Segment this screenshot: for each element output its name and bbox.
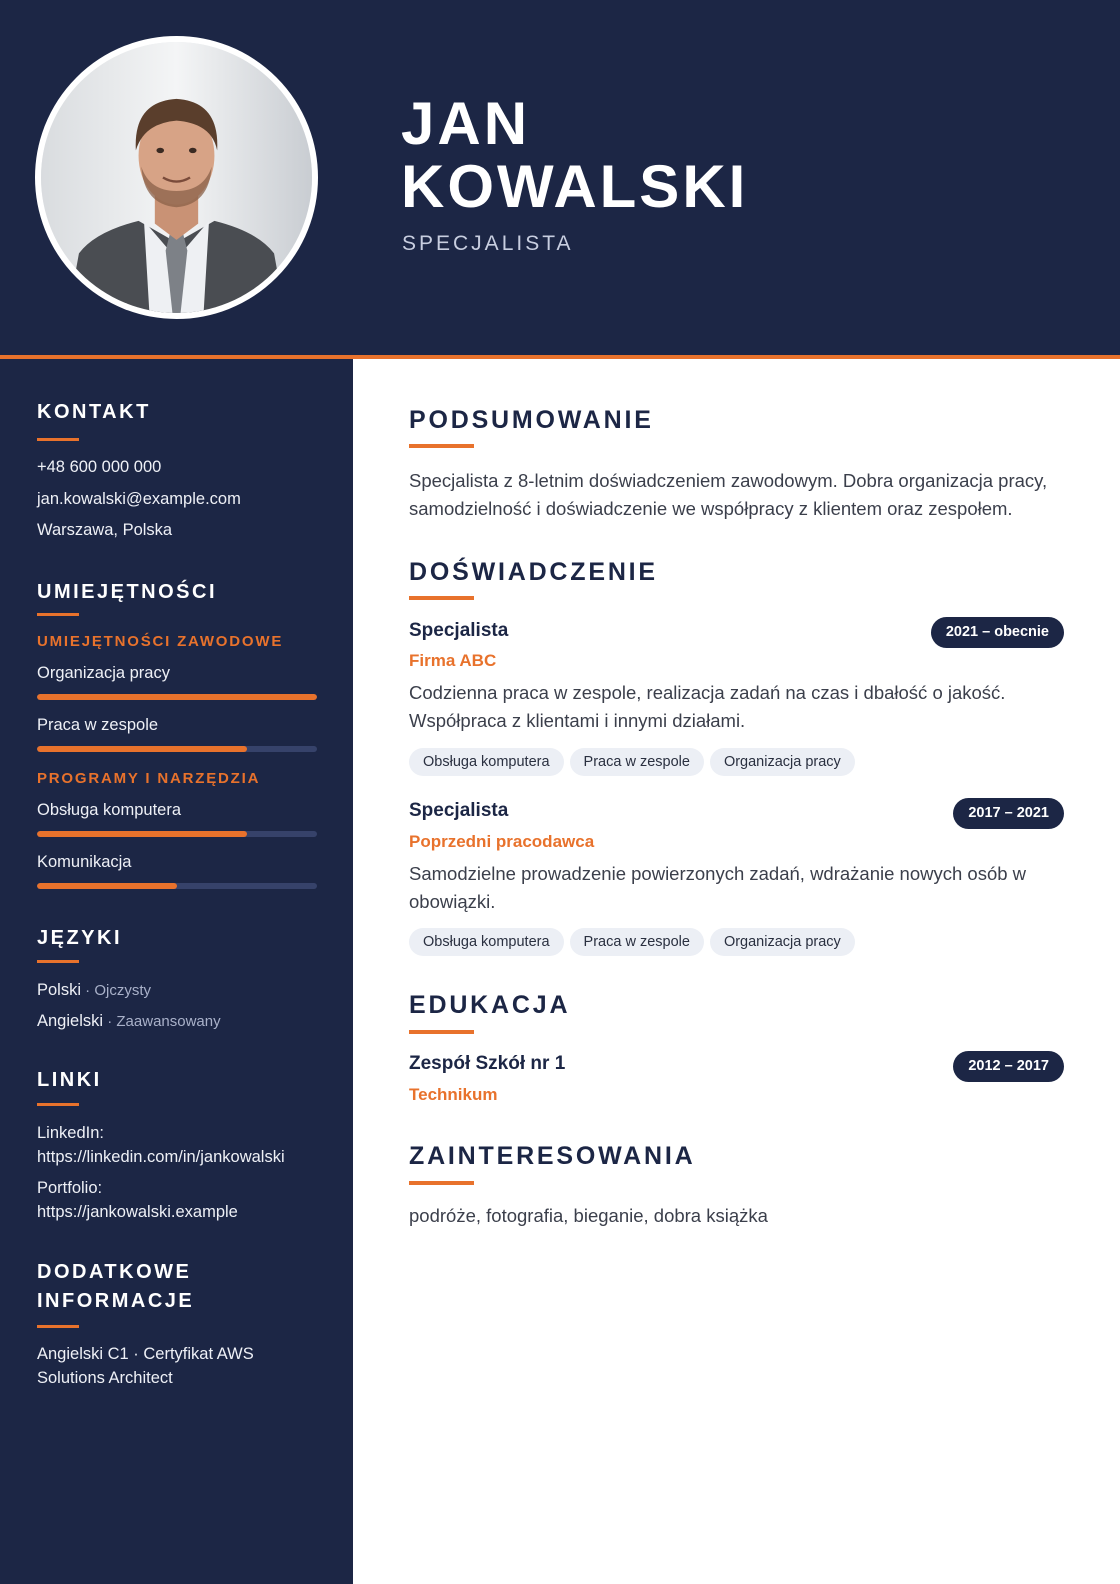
job-date-badge: 2017 – 2021 <box>953 798 1064 829</box>
interests-heading: ZAINTERESOWANIA <box>409 1142 696 1170</box>
language-level: Ojczysty <box>94 982 152 999</box>
linkedin-link[interactable]: https://linkedin.com/in/jankowalski <box>37 1148 285 1166</box>
education-heading-underline <box>409 1030 474 1034</box>
summary-line: samodzielność i doświadczenie we współpracy z klientem oraz zespołem. <box>409 498 1013 519</box>
job-title: Specjalista <box>409 620 509 641</box>
skills-group-title: UMIEJĘTNOŚCI ZAWODOWE <box>37 633 284 650</box>
additional-info-line: Solutions Architect <box>37 1369 173 1387</box>
skills-group-title: PROGRAMY I NARZĘDZIA <box>37 770 261 787</box>
link-label: Portfolio: <box>37 1179 103 1197</box>
interests-heading-underline <box>409 1181 474 1185</box>
education-date-badge: 2012 – 2017 <box>953 1051 1064 1082</box>
skill-bar-fill <box>37 746 247 752</box>
languages-heading-underline <box>37 960 79 963</box>
skill-bar-fill <box>37 831 247 837</box>
skills-heading-underline <box>37 613 79 616</box>
contact-phone[interactable]: +48 600 000 000 <box>37 458 162 476</box>
contact-heading-underline <box>37 438 79 441</box>
job-company: Firma ABC <box>409 651 497 670</box>
skill-tag: Praca w zespole <box>570 928 704 956</box>
job-description-line: obowiązki. <box>409 891 496 912</box>
skill-tag: Organizacja pracy <box>710 748 855 776</box>
contact-location: Warszawa, Polska <box>37 521 173 539</box>
job-description-line: Samodzielne prowadzenie powierzonych zadań, wdrażanie nowych osób w <box>409 863 1027 884</box>
interests-text: podróże, fotografia, bieganie, dobra książka <box>409 1205 768 1226</box>
header-accent-line <box>0 355 1120 359</box>
job-title: Specjalista <box>409 800 509 821</box>
summary-text <box>409 467 1069 523</box>
job-tags <box>409 748 855 776</box>
language-level: Zaawansowany <box>116 1013 221 1030</box>
candidate-name <box>401 92 748 218</box>
additional-heading <box>37 1258 194 1316</box>
skill-tag: Praca w zespole <box>570 748 704 776</box>
skill-label: Praca w zespole <box>37 716 159 734</box>
skills-heading: UMIEJĘTNOŚCI <box>37 581 218 603</box>
first-name: JAN <box>401 90 531 157</box>
summary-heading-underline <box>409 444 474 448</box>
skill-bar-fill <box>37 883 177 889</box>
summary-line: Specjalista z 8-letnim doświadczeniem zawodowym. Dobra organizacja pracy, <box>409 470 1048 491</box>
last-name: KOWALSKI <box>401 153 749 220</box>
profile-photo <box>35 36 318 319</box>
job-date-badge: 2021 – obecnie <box>931 617 1064 648</box>
job-tags <box>409 928 855 956</box>
skill-tag: Obsługa komputera <box>409 928 564 956</box>
job-description <box>409 860 1069 916</box>
education-type: Technikum <box>409 1085 498 1104</box>
job-company: Poprzedni pracodawca <box>409 832 595 851</box>
skill-tag: Organizacja pracy <box>710 928 855 956</box>
language-item <box>37 978 151 1003</box>
contact-heading: KONTAKT <box>37 401 151 423</box>
portfolio-link[interactable]: https://jankowalski.example <box>37 1203 238 1221</box>
link-label: LinkedIn: <box>37 1124 104 1142</box>
candidate-role: SPECJALISTA <box>402 232 574 255</box>
education-heading: EDUKACJA <box>409 991 571 1019</box>
skill-bar <box>37 746 317 752</box>
links-heading-underline <box>37 1103 79 1106</box>
language-separator: · <box>81 982 95 999</box>
experience-heading: DOŚWIADCZENIE <box>409 558 658 586</box>
job-description-line: Codzienna praca w zespole, realizacja zadań na czas i dbałość o jakość. <box>409 682 1006 703</box>
summary-heading: PODSUMOWANIE <box>409 406 654 434</box>
skill-bar-fill <box>37 694 317 700</box>
job-description <box>409 679 1069 735</box>
links-heading: LINKI <box>37 1069 102 1091</box>
additional-heading-line: DODATKOWE <box>37 1261 192 1283</box>
experience-heading-underline <box>409 596 474 600</box>
skill-label: Komunikacja <box>37 853 132 871</box>
skill-bar <box>37 694 317 700</box>
additional-info-line: Angielski C1 · Certyfikat AWS <box>37 1345 254 1363</box>
contact-email[interactable]: jan.kowalski@example.com <box>37 490 241 508</box>
language-name: Polski <box>37 981 82 999</box>
skill-label: Organizacja pracy <box>37 664 170 682</box>
additional-heading-line: INFORMACJE <box>37 1290 195 1312</box>
languages-heading: JĘZYKI <box>37 927 123 949</box>
skill-tag: Obsługa komputera <box>409 748 564 776</box>
additional-heading-underline <box>37 1325 79 1328</box>
skill-bar <box>37 883 317 889</box>
job-description-line: Współpraca z klientami i innymi działami. <box>409 710 746 731</box>
language-item <box>37 1009 221 1034</box>
language-separator: · <box>103 1013 117 1030</box>
education-school: Zespół Szkół nr 1 <box>409 1053 566 1074</box>
language-name: Angielski <box>37 1012 104 1030</box>
skill-bar <box>37 831 317 837</box>
skill-label: Obsługa komputera <box>37 801 181 819</box>
